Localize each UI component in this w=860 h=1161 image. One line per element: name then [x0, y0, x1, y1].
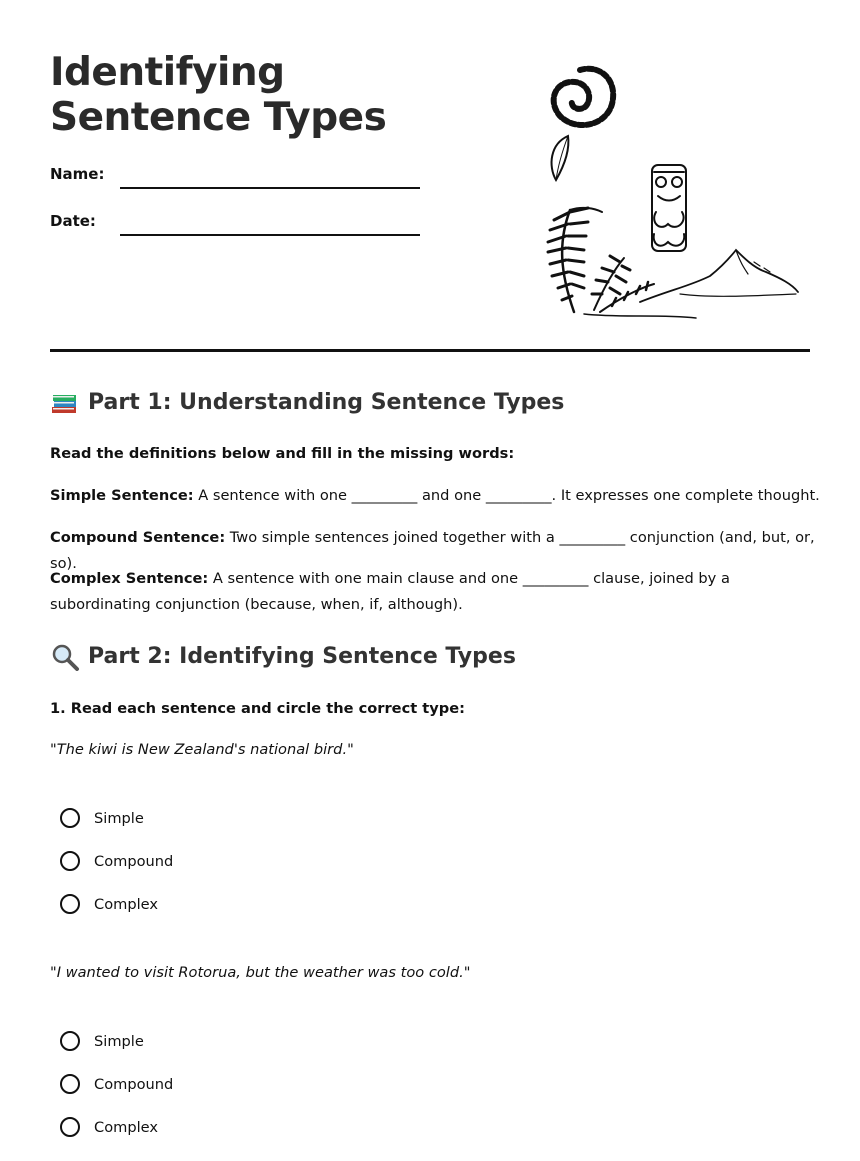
- definition-text: A sentence with one _________ and one _________. It expresses one complete thought.: [193, 487, 820, 504]
- question-sentence: "The kiwi is New Zealand's national bird.": [50, 741, 354, 758]
- part1-heading-text: Part 1: Understanding Sentence Types: [88, 390, 565, 415]
- definition-text: A sentence with one main clause and one _________ clause, joined by a subordinating conjunction (because, when, if, although).: [50, 570, 730, 613]
- radio-circle[interactable]: [60, 851, 80, 871]
- option-complex[interactable]: [60, 894, 158, 914]
- option-compound[interactable]: [60, 1074, 173, 1094]
- option-label: Complex: [94, 1118, 159, 1136]
- nz-maori-art-icon: [540, 62, 805, 324]
- option-label: Simple: [94, 1032, 144, 1050]
- option-label: Complex: [94, 895, 159, 913]
- definition-term: Complex Sentence:: [50, 570, 209, 587]
- definition-complex: [50, 566, 820, 618]
- option-simple[interactable]: [60, 1031, 144, 1051]
- definition-term: Compound Sentence:: [50, 529, 226, 546]
- header-divider: [50, 349, 810, 352]
- radio-circle[interactable]: [60, 894, 80, 914]
- books-icon: [50, 389, 80, 417]
- option-label: Compound: [94, 852, 174, 870]
- part2-heading: [50, 643, 516, 671]
- radio-circle[interactable]: [60, 1031, 80, 1051]
- radio-circle[interactable]: [60, 1074, 80, 1094]
- question-sentence: "I wanted to visit Rotorua, but the weather was too cold.": [50, 964, 471, 981]
- date-field[interactable]: [120, 234, 420, 236]
- name-field[interactable]: [120, 187, 420, 189]
- part2-question: 1. Read each sentence and circle the correct type:: [50, 700, 465, 717]
- option-label: Simple: [94, 809, 144, 827]
- radio-circle[interactable]: [60, 1117, 80, 1137]
- definition-term: Simple Sentence:: [50, 487, 194, 504]
- option-compound[interactable]: [60, 851, 173, 871]
- radio-circle[interactable]: [60, 808, 80, 828]
- definition-text: Two simple sentences joined together with a _________ conjunction (and, but, or, so).: [50, 529, 815, 572]
- option-simple[interactable]: [60, 808, 144, 828]
- option-label: Compound: [94, 1075, 174, 1093]
- name-label: Name:: [50, 165, 105, 183]
- page-title: Identifying Sentence Types: [50, 50, 387, 140]
- magnifier-icon: [50, 643, 80, 671]
- part1-instruction: Read the definitions below and fill in the missing words:: [50, 445, 515, 462]
- option-complex[interactable]: [60, 1117, 158, 1137]
- part2-heading-text: Part 2: Identifying Sentence Types: [88, 644, 516, 669]
- part1-heading: [50, 389, 564, 417]
- date-label: Date:: [50, 212, 96, 230]
- definition-simple: [50, 483, 820, 509]
